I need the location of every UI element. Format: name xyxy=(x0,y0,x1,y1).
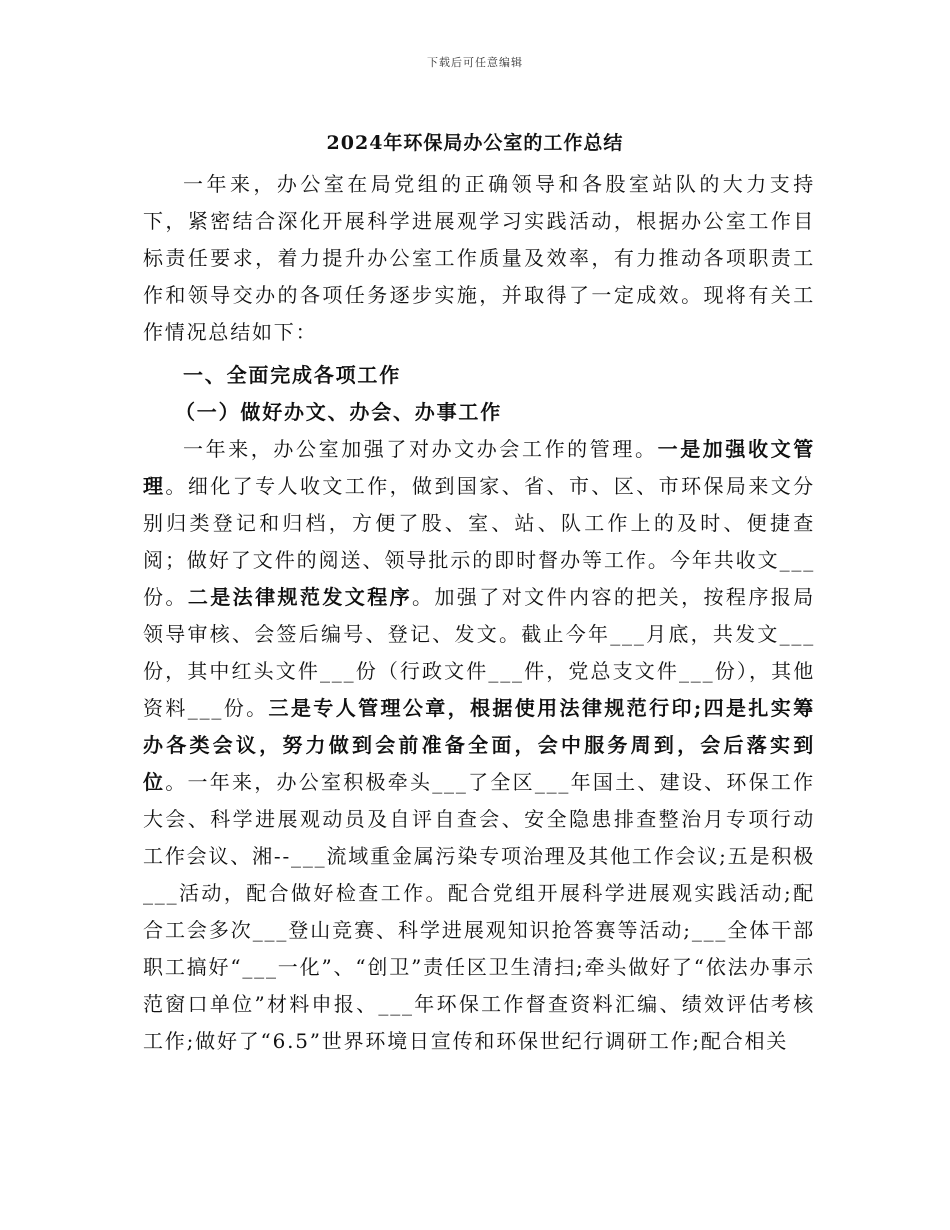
body-text-segment: 。一年来，办公室积极牵头___了全区___年国土、建设、环保工作大会、科学进展观动员及自评自查会、安全隐患排查整治月专项行动工作会议、湘--___流域重金属污染专项治理及其他工作会议;五是积极___活动，配合做好检查工作。配合党组开展科学进展观实践活动;配合工会多次___登山竞赛、科学进展观知识抢答赛等活动;___全体干部职工搞好“___一化”、“创卫”责任区卫生清扫;牵头做好了“依法办事示范窗口单位”材料申报、___年环保工作督查资料汇编、绩效评估考核工作;做好了“6.5”世界环境日宣传和环保世纪行调研工作;配合相关 xyxy=(143,770,815,1053)
document-body xyxy=(143,166,815,1060)
body-text-segment: 。细化了专人收文工作，做到国家、省、市、区、市环保局来文分别归类登记和归档，方便了股、室、站、队工作上的及时、便捷查阅；做好了文件的阅送、领导批示的即时督办等工作。今年共收文___份。 xyxy=(143,474,815,609)
section-heading: 一、全面完成各项工作 xyxy=(183,363,401,387)
subsection-heading: （一）做好办文、办会、办事工作 xyxy=(175,400,502,424)
bold-point-2: 二是法律规范发文程序 xyxy=(187,585,413,609)
intro-paragraph: 一年来，办公室在局党组的正确领导和各股室站队的大力支持下，紧密结合深化开展科学进展观学习实践活动，根据办公室工作目标责任要求，着力提升办公室工作质量及效率，有力推动各项职责工作和领导交办的各项任务逐步实施，并取得了一定成效。现将有关工作情况总结如下： xyxy=(143,172,815,344)
bold-point-1: 一是加强收文管理 xyxy=(143,437,815,498)
body-text-segment: 。加强了对文件内容的把关，按程序报局领导审核、会签后编号、登记、发文。截止今年___月底，共发文___份，其中红头文件___份（行政文件___件，党总支文件___份），其他资料___份。 xyxy=(143,585,815,720)
document-title: 2024年环保局办公室的工作总结 xyxy=(326,132,624,154)
body-text-segment: 一年来，办公室加强了对办文办会工作的管理。 xyxy=(183,437,658,461)
body-paragraph xyxy=(143,431,815,1060)
bold-point-3-4: 三是专人管理公章，根据使用法律规范行印;四是扎实筹办各类会议，努力做到会前准备全面，会中服务周到，会后落实到位 xyxy=(143,696,815,794)
header-note: 下载后可任意编辑 xyxy=(427,56,523,69)
